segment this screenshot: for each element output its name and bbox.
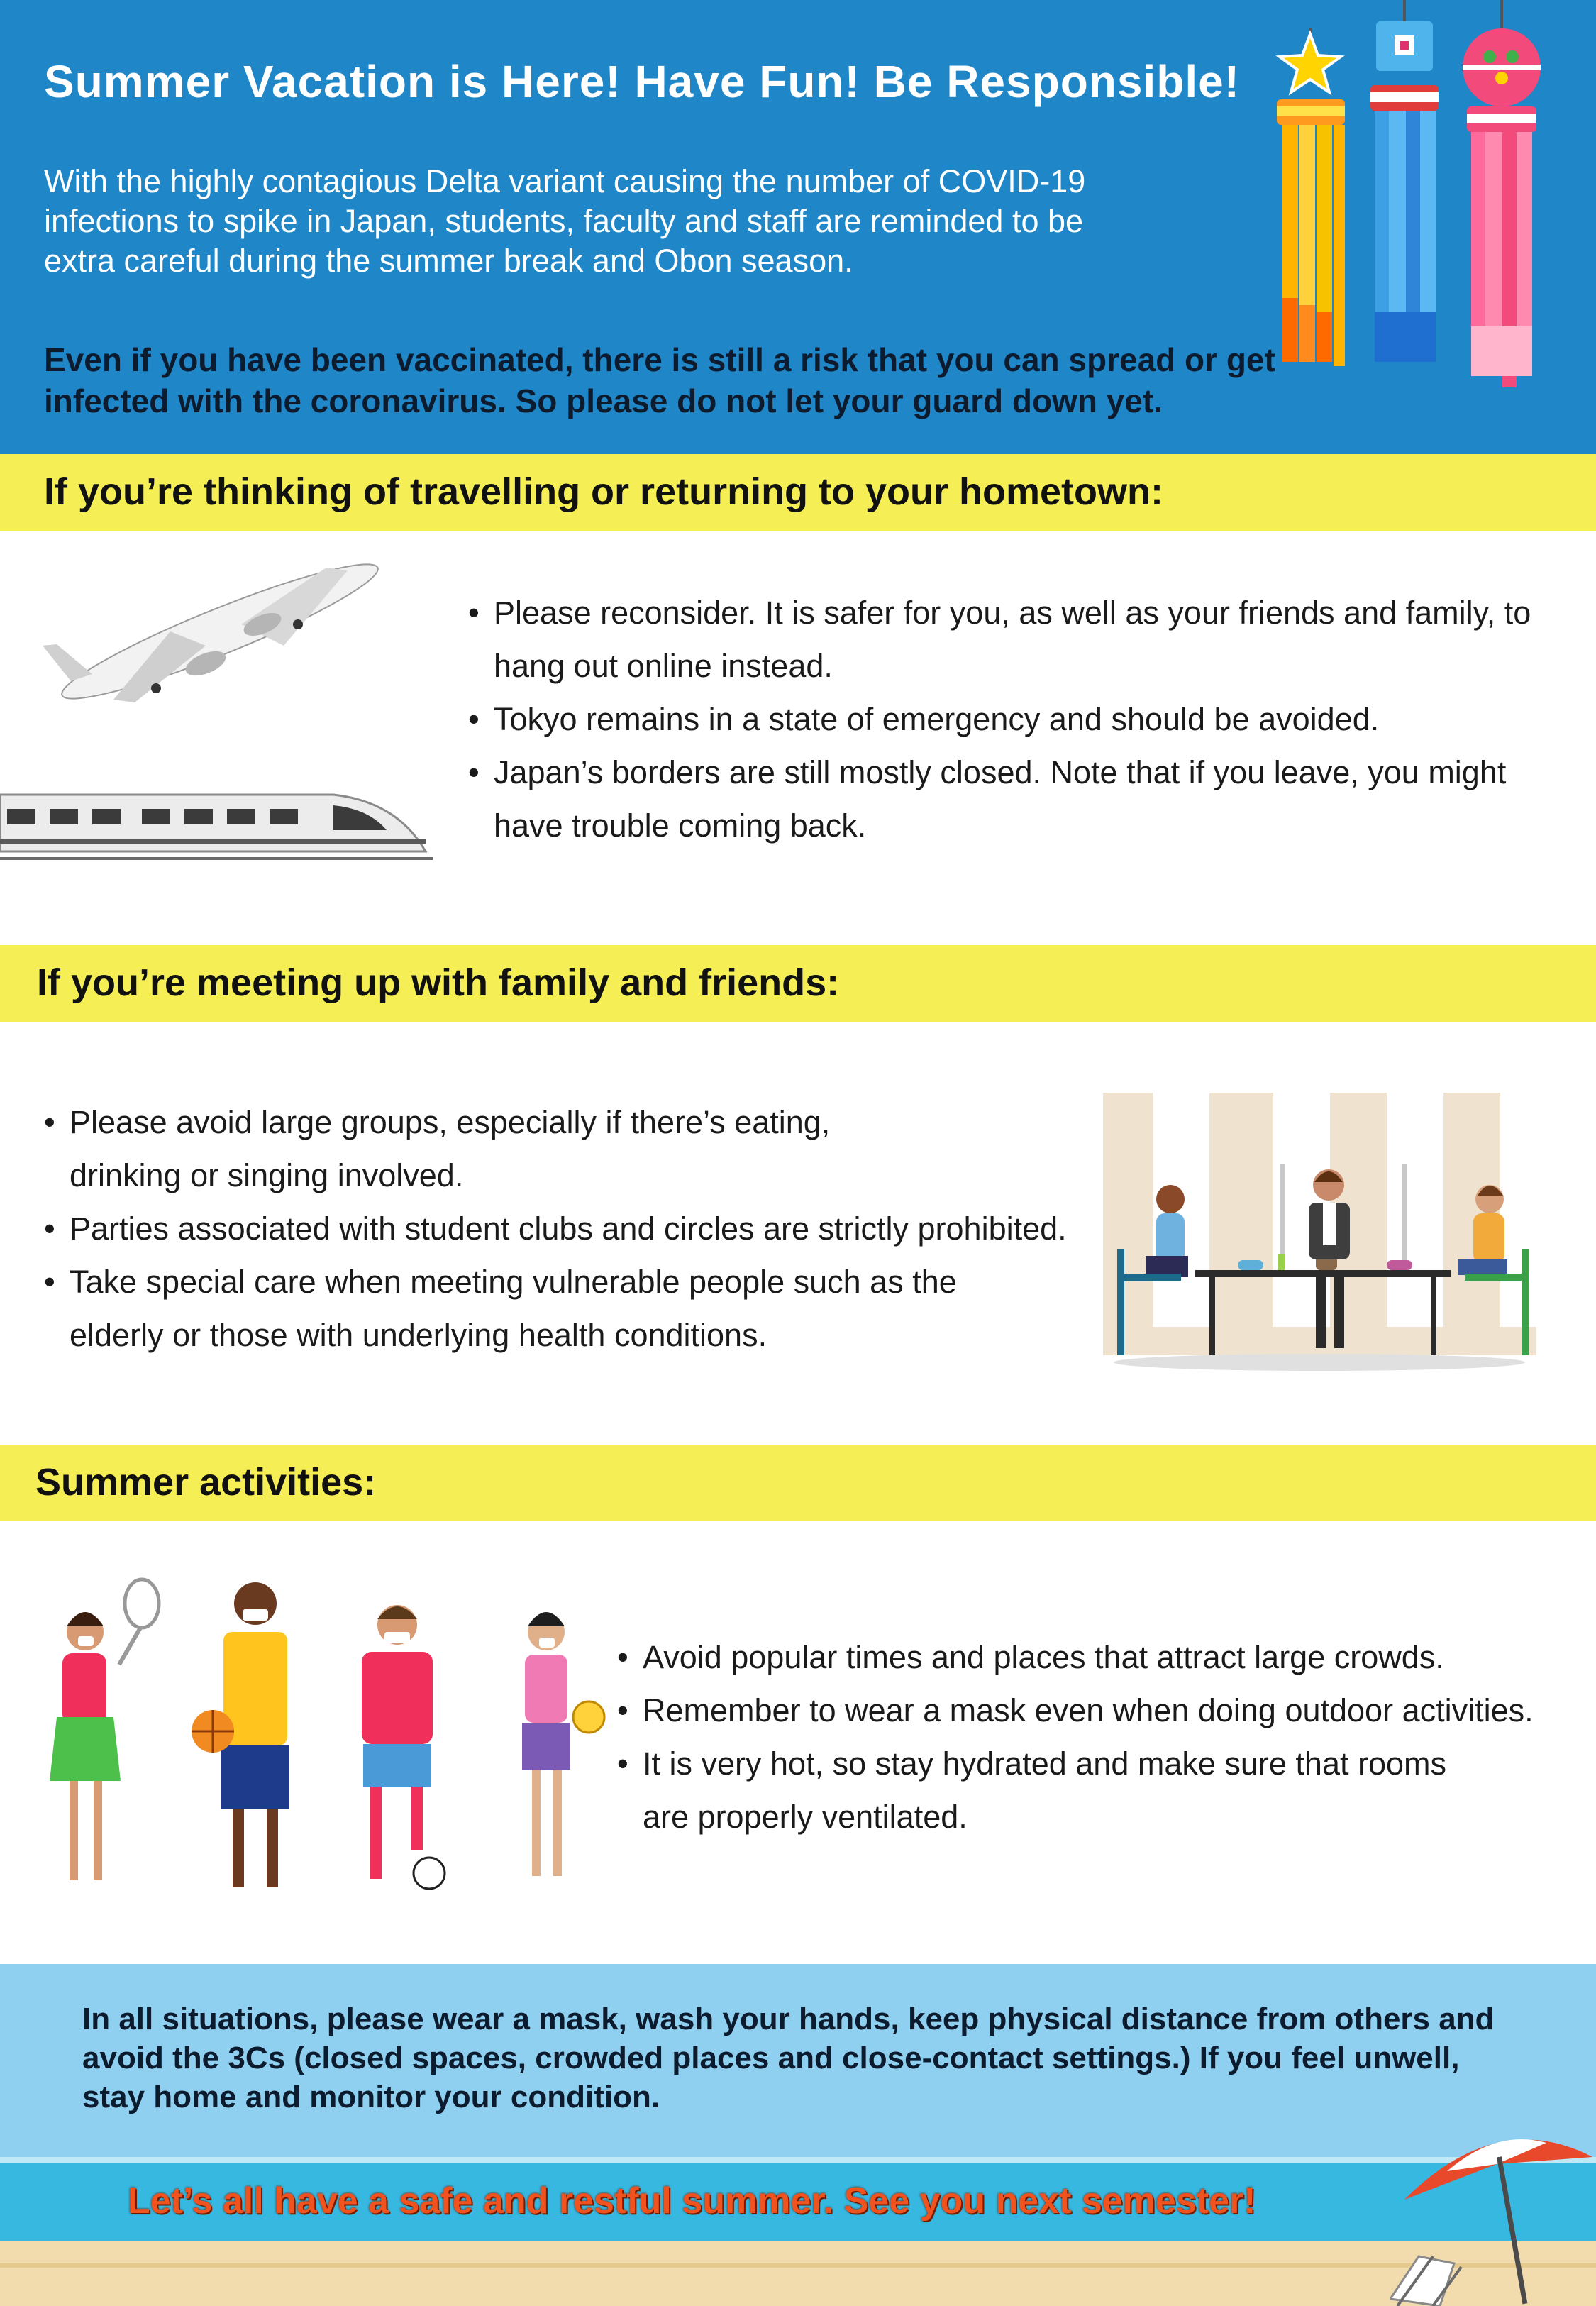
list-item: • Please avoid large groups, especially if there’s eating, drinking or singing involved. [44, 1096, 871, 1202]
list-item: • It is very hot, so stay hydrated and make sure that rooms are properly ventilated. [617, 1737, 1494, 1843]
page-title: Summer Vacation is Here! Have Fun! Be Responsible! [44, 56, 1241, 107]
activities-heading: Summer activities: [35, 1461, 377, 1504]
train-image [0, 780, 440, 866]
safety-reminder: In all situations, please wear a mask, wash your hands, keep physical distance from others and avoid the 3Cs (closed spaces, crowded places and close-contact settings.) If you feel unwell, stay home and monitor your condition. [82, 2002, 1495, 2114]
airplane-image [28, 539, 411, 702]
sand-stripe [0, 2263, 1596, 2268]
sand-band [0, 2241, 1596, 2306]
restaurant-scene-image [1103, 1093, 1536, 1377]
intro-text: With the highly contagious Delta variant causing the number of COVID-19 infections to spike in Japan, students, faculty and staff are reminded to be extra careful during the summer break and Obon season. [44, 163, 1086, 279]
meeting-bullet-list [44, 1096, 1108, 1362]
tanabata-decorations-image [1248, 0, 1582, 412]
list-item: • Japan’s borders are still mostly closed. Note that if you leave, you might have trouble coming back. [468, 746, 1561, 852]
list-item: • Parties associated with student clubs and circles are strictly prohibited. [44, 1202, 1108, 1255]
sports-people-image [28, 1575, 610, 1902]
vaccination-warning: Even if you have been vaccinated, there is still a risk that you can spread or get infected with the coronavirus. So please do not let your guard down yet. [44, 341, 1275, 419]
travel-bullet-list [468, 586, 1561, 852]
list-item: • Remember to wear a mask even when doing outdoor activities. [617, 1684, 1589, 1737]
travel-heading: If you’re thinking of travelling or returning to your hometown: [44, 470, 1163, 513]
beach-umbrella-image [1390, 2114, 1596, 2306]
list-item: • Please reconsider. It is safer for you, as well as your friends and family, to hang out online instead. [468, 586, 1561, 693]
list-item: • Tokyo remains in a state of emergency and should be avoided. [468, 693, 1561, 746]
closing-message: Let’s all have a safe and restful summer. See you next semester! [128, 2180, 1256, 2222]
activities-bullet-list [617, 1631, 1589, 1843]
meeting-heading: If you’re meeting up with family and friends: [37, 961, 840, 1004]
list-item: • Take special care when meeting vulnerable people such as the elderly or those with underlying health conditions. [44, 1255, 963, 1362]
list-item: • Avoid popular times and places that attract large crowds. [617, 1631, 1589, 1684]
